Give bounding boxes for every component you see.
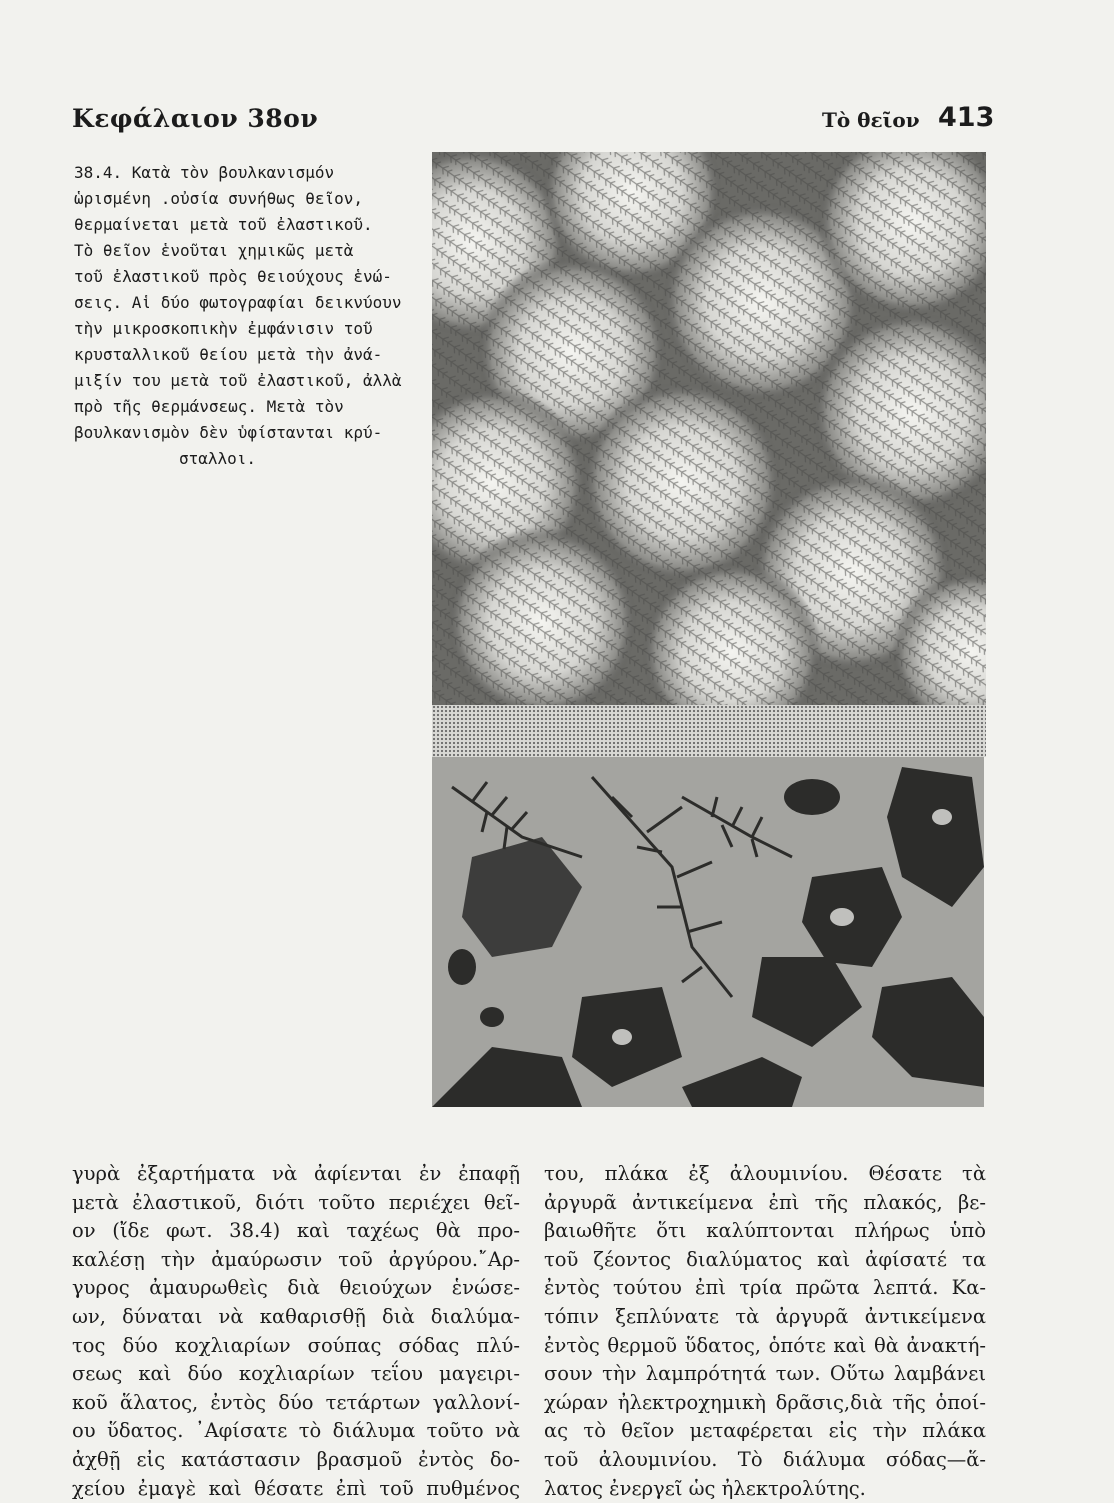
body-line: γυρὰ ἐξαρτήματα νὰ ἀφίενται ἐν ἐπαφῇ <box>72 1162 520 1185</box>
caption-line: σεις. Αἱ δύο φωτογραφίαι δεικνύουν <box>74 293 402 312</box>
caption-line: πρὸ τῆς θερμάνσεως. Μετὰ τὸν <box>74 397 344 416</box>
caption-line: βουλκανισμὸν δὲν ὑφίστανται κρύ- <box>74 423 383 442</box>
body-line: τος δύο κοχλιαρίων σούπας σόδας πλύ- <box>72 1333 520 1357</box>
page-number: 413 <box>938 102 995 133</box>
caption-line: Τὸ θεῖον ἑνοῦται χημικῶς μετὰ <box>74 241 354 260</box>
body-column-right <box>544 1160 986 1503</box>
body-line: ον (ἴδε φωτ. 38.4) καὶ ταχέως θὰ προ- <box>72 1219 520 1243</box>
body-line: τόπιν ξεπλύνατε τὰ ἀργυρᾶ ἀντικείμενα <box>544 1304 986 1328</box>
caption-line: κρυσταλλικοῦ θείου μετὰ τὴν ἀνά- <box>74 345 383 364</box>
body-line: καλέσῃ τὴν ἀμαύρωσιν τοῦ ἀργύρου.῎Αρ- <box>72 1247 520 1271</box>
halftone-band <box>432 705 986 757</box>
body-line: τοῦ ζέοντος διαλύματος καὶ ἀφίσατέ τα <box>544 1247 986 1271</box>
body-line: τοῦ ἀλουμινίου. Τὸ διάλυμα σόδας—ἅ- <box>544 1447 986 1471</box>
chapter-header: Κεφάλαιον 38ον <box>72 104 319 133</box>
caption-line: 38.4. Κατὰ τὸν βουλκανισμόν <box>74 163 335 182</box>
micrograph-bottom <box>432 757 984 1107</box>
body-line: ου ὕδατος. ᾿Αφίσατε τὸ διάλυμα τοῦτο νὰ <box>72 1419 520 1443</box>
body-line: χείου ἐμαγὲ καὶ θέσατε ἐπὶ τοῦ πυθμένος <box>72 1476 520 1500</box>
section-header: Τὸ θεῖον <box>822 108 920 132</box>
body-line: κοῦ ἅλατος, ἐντὸς δύο τετάρτων γαλλονί- <box>72 1390 520 1414</box>
body-line: χώραν ἠλεκτροχημικὴ δρᾶσις,διὰ τῆς ὁποί- <box>544 1390 986 1414</box>
caption-line: ὡρισμένη .οὐσία συνήθως θεῖον, <box>74 189 363 208</box>
body-line: μετὰ ἐλαστικοῦ, διότι τοῦτο περιέχει θεῖ- <box>72 1190 520 1214</box>
body-line: σουν τὴν λαμπρότητά των. Οὕτω λαμβάνει <box>544 1362 986 1386</box>
caption-line: θερμαίνεται μετὰ τοῦ ἐλαστικοῦ. <box>74 215 373 234</box>
body-line: ας τὸ θεῖον μεταφέρεται εἰς τὴν πλάκα <box>544 1419 986 1443</box>
body-line: του, πλάκα ἐξ ἀλουμινίου. Θέσατε τὰ <box>544 1162 986 1185</box>
body-line: λατος ἐνεργεῖ ὡς ἠλεκτρολύτης. <box>544 1476 866 1500</box>
caption-line: τὴν μικροσκοπικὴν ἐμφάνισιν τοῦ <box>74 319 373 338</box>
body-line: ἀχθῇ εἰς κατάστασιν βρασμοῦ ἐντὸς δο- <box>72 1447 520 1471</box>
body-column-left <box>72 1160 520 1503</box>
caption-line: τοῦ ἐλαστικοῦ πρὸς θειούχους ἑνώ- <box>74 267 392 286</box>
body-line: ἐντὸς τούτου ἐπὶ τρία πρῶτα λεπτά. Κα- <box>544 1276 986 1300</box>
caption-line: μιξίν του μετὰ τοῦ ἐλαστικοῦ, ἀλλὰ <box>74 371 402 390</box>
photo-caption <box>74 160 404 472</box>
body-line: ἐντὸς θερμοῦ ὕδατος, ὁπότε καὶ θὰ ἀνακτή- <box>544 1333 986 1357</box>
body-line: γυρος ἀμαυρωθεὶς διὰ θειούχων ἑνώσε- <box>72 1276 520 1300</box>
body-line: ἀργυρᾶ ἀντικείμενα ἐπὶ τῆς πλακός, βε- <box>544 1190 986 1214</box>
micrograph-top <box>432 152 986 705</box>
body-line: βαιωθῆτε ὅτι καλύπτονται πλήρως ὑπὸ <box>544 1219 986 1243</box>
body-line: ων, δύναται νὰ καθαρισθῇ διὰ διαλύμα- <box>72 1304 520 1328</box>
caption-line: σταλλοι. <box>179 449 257 468</box>
body-line: σεως καὶ δύο κοχλιαρίων τεΐου μαγειρι- <box>72 1362 520 1386</box>
